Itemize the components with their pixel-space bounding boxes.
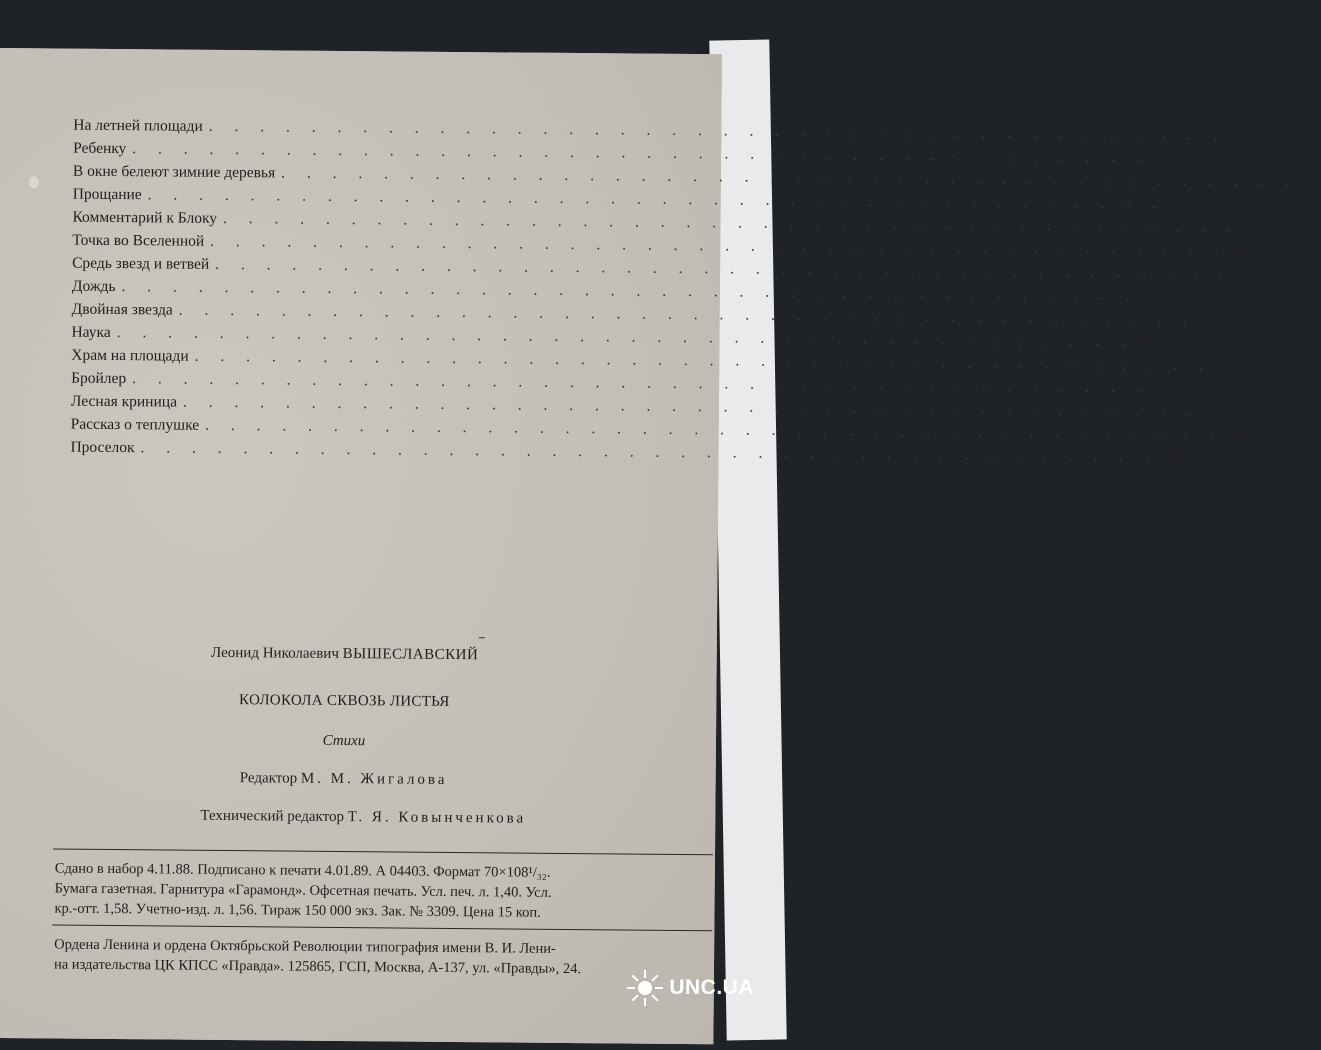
toc-entry-page: 25 <box>1144 286 1161 305</box>
toc-leader-dots: . . . . . . . . . . . . . . . . . . . . . . . . . . . . . . . . . . . . . . . . <box>140 439 1158 466</box>
editor-name: М. М. Жигалова <box>300 770 448 788</box>
toc-entry-title: Бройлер <box>71 369 127 388</box>
print-info-line: кр.-отт. 1,58. Учетно-изд. л. 1,56. Тираж 150 000 экз. Зак. № 3309. Цена 15 коп. <box>54 900 541 921</box>
toc-entry-page: 29 <box>1228 425 1244 443</box>
tech-editor-label: Технический редактор <box>200 807 345 826</box>
toc-entry-page: 21 <box>1231 126 1248 144</box>
toc-leader-dots: . . . . . . . . . . . . . . . . . . . . . . . . . . . . . . . . . . . . . . . . <box>210 232 1228 259</box>
toc-entry-title: На летней площади <box>73 116 203 135</box>
toc-leader-dots: . . . . . . . . . . . . . . . . . . . . . . . . . . . . . . . . . . . . . . . . <box>132 140 1150 167</box>
top-rule <box>53 848 713 855</box>
toc-leader-dots: . . . . . . . . . . . . . . . . . . . . . . . . . . . . . . . . . . . . . . . . <box>182 393 1201 420</box>
tech-editor-name: Т. Я. Ковынченкова <box>347 809 527 827</box>
toc-entry-page: 29 <box>1206 402 1222 420</box>
editor-line <box>0 768 694 791</box>
book-title: КОЛОКОЛА СКВОЗЬ ЛИСТЬЯ <box>238 692 450 710</box>
book-page <box>0 48 1320 1044</box>
toc-leader-dots: . . . . . . . . . . . . . . . . . . . . . . . . . . . . . . . . . . . . . . . . <box>132 370 1150 397</box>
toc-entry-title: Дождь <box>71 277 116 296</box>
toc-entry-page: 24 <box>1233 241 1249 259</box>
toc-entry-title: Храм на площади <box>71 346 189 365</box>
watermark <box>625 968 754 1008</box>
toc-leader-dots: . . . . . . . . . . . . . . . . . . . . . . . . . . . . . . . . . . . . . . . . <box>178 301 1196 328</box>
toc-leader-dots: . . . . . . . . . . . . . . . . . . . . . . . . . . . . . . . . . . . . . . . . <box>222 209 1241 236</box>
printer-info-line: Ордена Ленина и ордена Октябрьской Революции типография имени В. И. Лени- <box>54 936 556 957</box>
adjacent-page-edge <box>709 40 786 1041</box>
toc-leader-dots: . . . . . . . . . . . . . . . . . . . . . . . . . . . . . . . . . . . . . . . . <box>215 255 1233 282</box>
tech-editor-line <box>13 806 713 829</box>
toc-entry-page: 23 <box>1246 218 1262 237</box>
editor-label: Редактор <box>239 770 298 787</box>
toc-entry-page: 22 <box>1155 149 1172 167</box>
printer-info-line: на издательства ЦК КПСС «Правда». 125865, ГСП, Москва, А-137, ул. «Правды», 24. <box>53 956 582 978</box>
toc-entry-title: Комментарий к Блоку <box>72 208 218 227</box>
toc-entry-title: В окне белеют зимние деревья <box>72 162 276 182</box>
toc-leader-dots: . . . . . . . . . . . . . . . . . . . . . . . . . . . . . . . . . . . . . . . . <box>116 324 1134 350</box>
toc-entry-title: Наука <box>71 323 111 341</box>
toc-leader-dots: . . . . . . . . . . . . . . . . . . . . . . . . . . . . . . . . . . . . . . . . <box>121 278 1139 304</box>
print-info <box>54 859 714 925</box>
paper-dent <box>29 176 39 188</box>
print-info-line: Бумага газетная. Гарнитура «Гарамонд». Офсетная печать. Усл. печ. л. 1,40. Усл. <box>54 880 552 901</box>
table-of-contents <box>70 116 1320 467</box>
toc-entry-title: Двойная звезда <box>71 300 173 319</box>
toc-entry-page: 27 <box>1217 356 1234 374</box>
toc-entry-title: Прощание <box>72 185 142 204</box>
toc-entry-title: Точка во Вселенной <box>72 231 205 250</box>
author-given-names: Леонид Николаевич <box>211 644 339 662</box>
toc-entry-title: Лесная криница <box>70 392 178 411</box>
toc-entry-page: 26 <box>1139 332 1156 351</box>
toc-entry-title: Ребенку <box>73 139 127 158</box>
toc-entry <box>70 438 1180 467</box>
toc-leader-dots: . . . . . . . . . . . . . . . . . . . . . . . . . . . . . . . . . . . . . . . . <box>281 164 1299 191</box>
print-info-line: Сдано в набор 4.11.88. Подписано к печати 4.01.89. А 04403. Формат 70×108¹/₃₂. <box>54 860 551 881</box>
printer-info <box>54 935 714 981</box>
toc-entry-title: Рассказ о теплушке <box>70 415 200 434</box>
toc-leader-dots: . . . . . . . . . . . . . . . . . . . . . . . . . . . . . . . . . . . . . . . . <box>205 416 1223 443</box>
toc-entry-page: 23 <box>1170 195 1187 213</box>
author-surname: ВЫШЕСЛАВСКИЙ <box>342 646 479 664</box>
toc-leader-dots: . . . . . . . . . . . . . . . . . . . . . . . . . . . . . . . . . . . . . . . . <box>208 117 1226 144</box>
toc-entry-title: Проселок <box>70 438 135 457</box>
sun-icon <box>625 968 665 1008</box>
book-genre: Стихи <box>322 732 366 750</box>
toc-entry-page: 25 <box>1201 310 1218 328</box>
watermark-text: UNC.UA <box>669 976 754 999</box>
author-line <box>0 643 695 666</box>
toc-entry-page: 24 <box>1238 264 1254 282</box>
toc-entry-page: 28 <box>1155 379 1171 397</box>
middle-rule <box>52 924 712 931</box>
toc-entry-title: Средь звезд и ветвей <box>72 254 210 273</box>
toc-entry-page: 22 <box>1304 173 1320 191</box>
dash-mark <box>479 637 485 638</box>
toc-entry-page: 30 <box>1163 448 1180 466</box>
toc-leader-dots: . . . . . . . . . . . . . . . . . . . . . . . . . . . . . . . . . . . . . . . . <box>194 347 1212 374</box>
toc-leader-dots: . . . . . . . . . . . . . . . . . . . . . . . . . . . . . . . . . . . . . . . . <box>147 186 1165 213</box>
